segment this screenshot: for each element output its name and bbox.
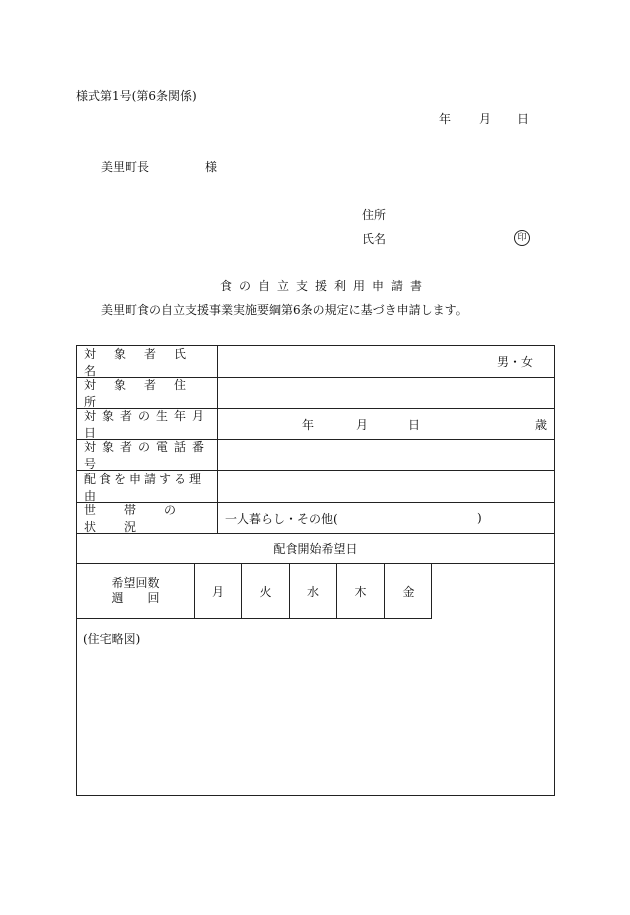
label-address: 対象者住所 [77,378,218,408]
day-tue[interactable]: 火 [242,564,290,618]
row-start-date [77,534,554,564]
map-label: (住宅略図) [83,632,141,646]
row-address [77,378,554,409]
applicant-name-label: 氏名 [362,232,387,246]
label-reason: 配食を申請する理由 [77,471,218,502]
statement: 美里町食の自立支援事業実施要綱第6条の規定に基づき申請します。 [101,303,468,317]
gender-options[interactable]: 男・女 [497,355,534,369]
birth-year: 年 [302,417,315,432]
phone-value[interactable] [219,440,554,470]
frequency-label-line2: 週 回 [111,591,160,605]
day-thu[interactable]: 木 [337,564,385,618]
label-phone: 対象者の電話番号 [77,440,218,470]
date-year: 年 [439,112,452,126]
form-title: 食の自立支援利用申請書 [220,279,430,293]
birth-month: 月 [356,417,369,432]
reason-value[interactable] [219,471,554,502]
day-wed[interactable]: 水 [290,564,337,618]
date-day: 日 [517,112,530,126]
applicant-address-label: 住所 [362,208,387,222]
start-date-label: 配食開始希望日 [273,542,358,556]
form-number: 様式第1号(第6条関係) [76,89,197,103]
household-value-prefix[interactable]: 一人暮らし・その他( [225,511,338,526]
row-household [77,503,554,534]
seal-icon: 印 [514,230,530,246]
day-mon[interactable]: 月 [195,564,242,618]
frequency-label-line1: 希望回数 [111,576,160,590]
label-birthdate: 対象者の生年月日 [77,409,218,439]
day-fri[interactable]: 金 [402,584,415,599]
label-household: 世帯の状況 [77,503,218,533]
frequency-row [77,564,432,619]
row-reason [77,471,554,503]
row-name [77,346,554,378]
row-birthdate [77,409,554,440]
frequency-label [77,564,195,618]
seal-mark [514,229,530,246]
household-value-suffix: ) [477,511,482,525]
row-phone [77,440,554,471]
application-table [76,345,555,796]
label-name: 対象者氏名 [77,346,218,377]
addressee-honorific: 様 [205,160,218,174]
age-unit: 歳 [535,417,548,432]
birth-day: 日 [408,417,421,432]
date-month: 月 [479,112,492,126]
address-value[interactable] [219,378,554,408]
addressee-name: 美里町長 [101,160,150,174]
